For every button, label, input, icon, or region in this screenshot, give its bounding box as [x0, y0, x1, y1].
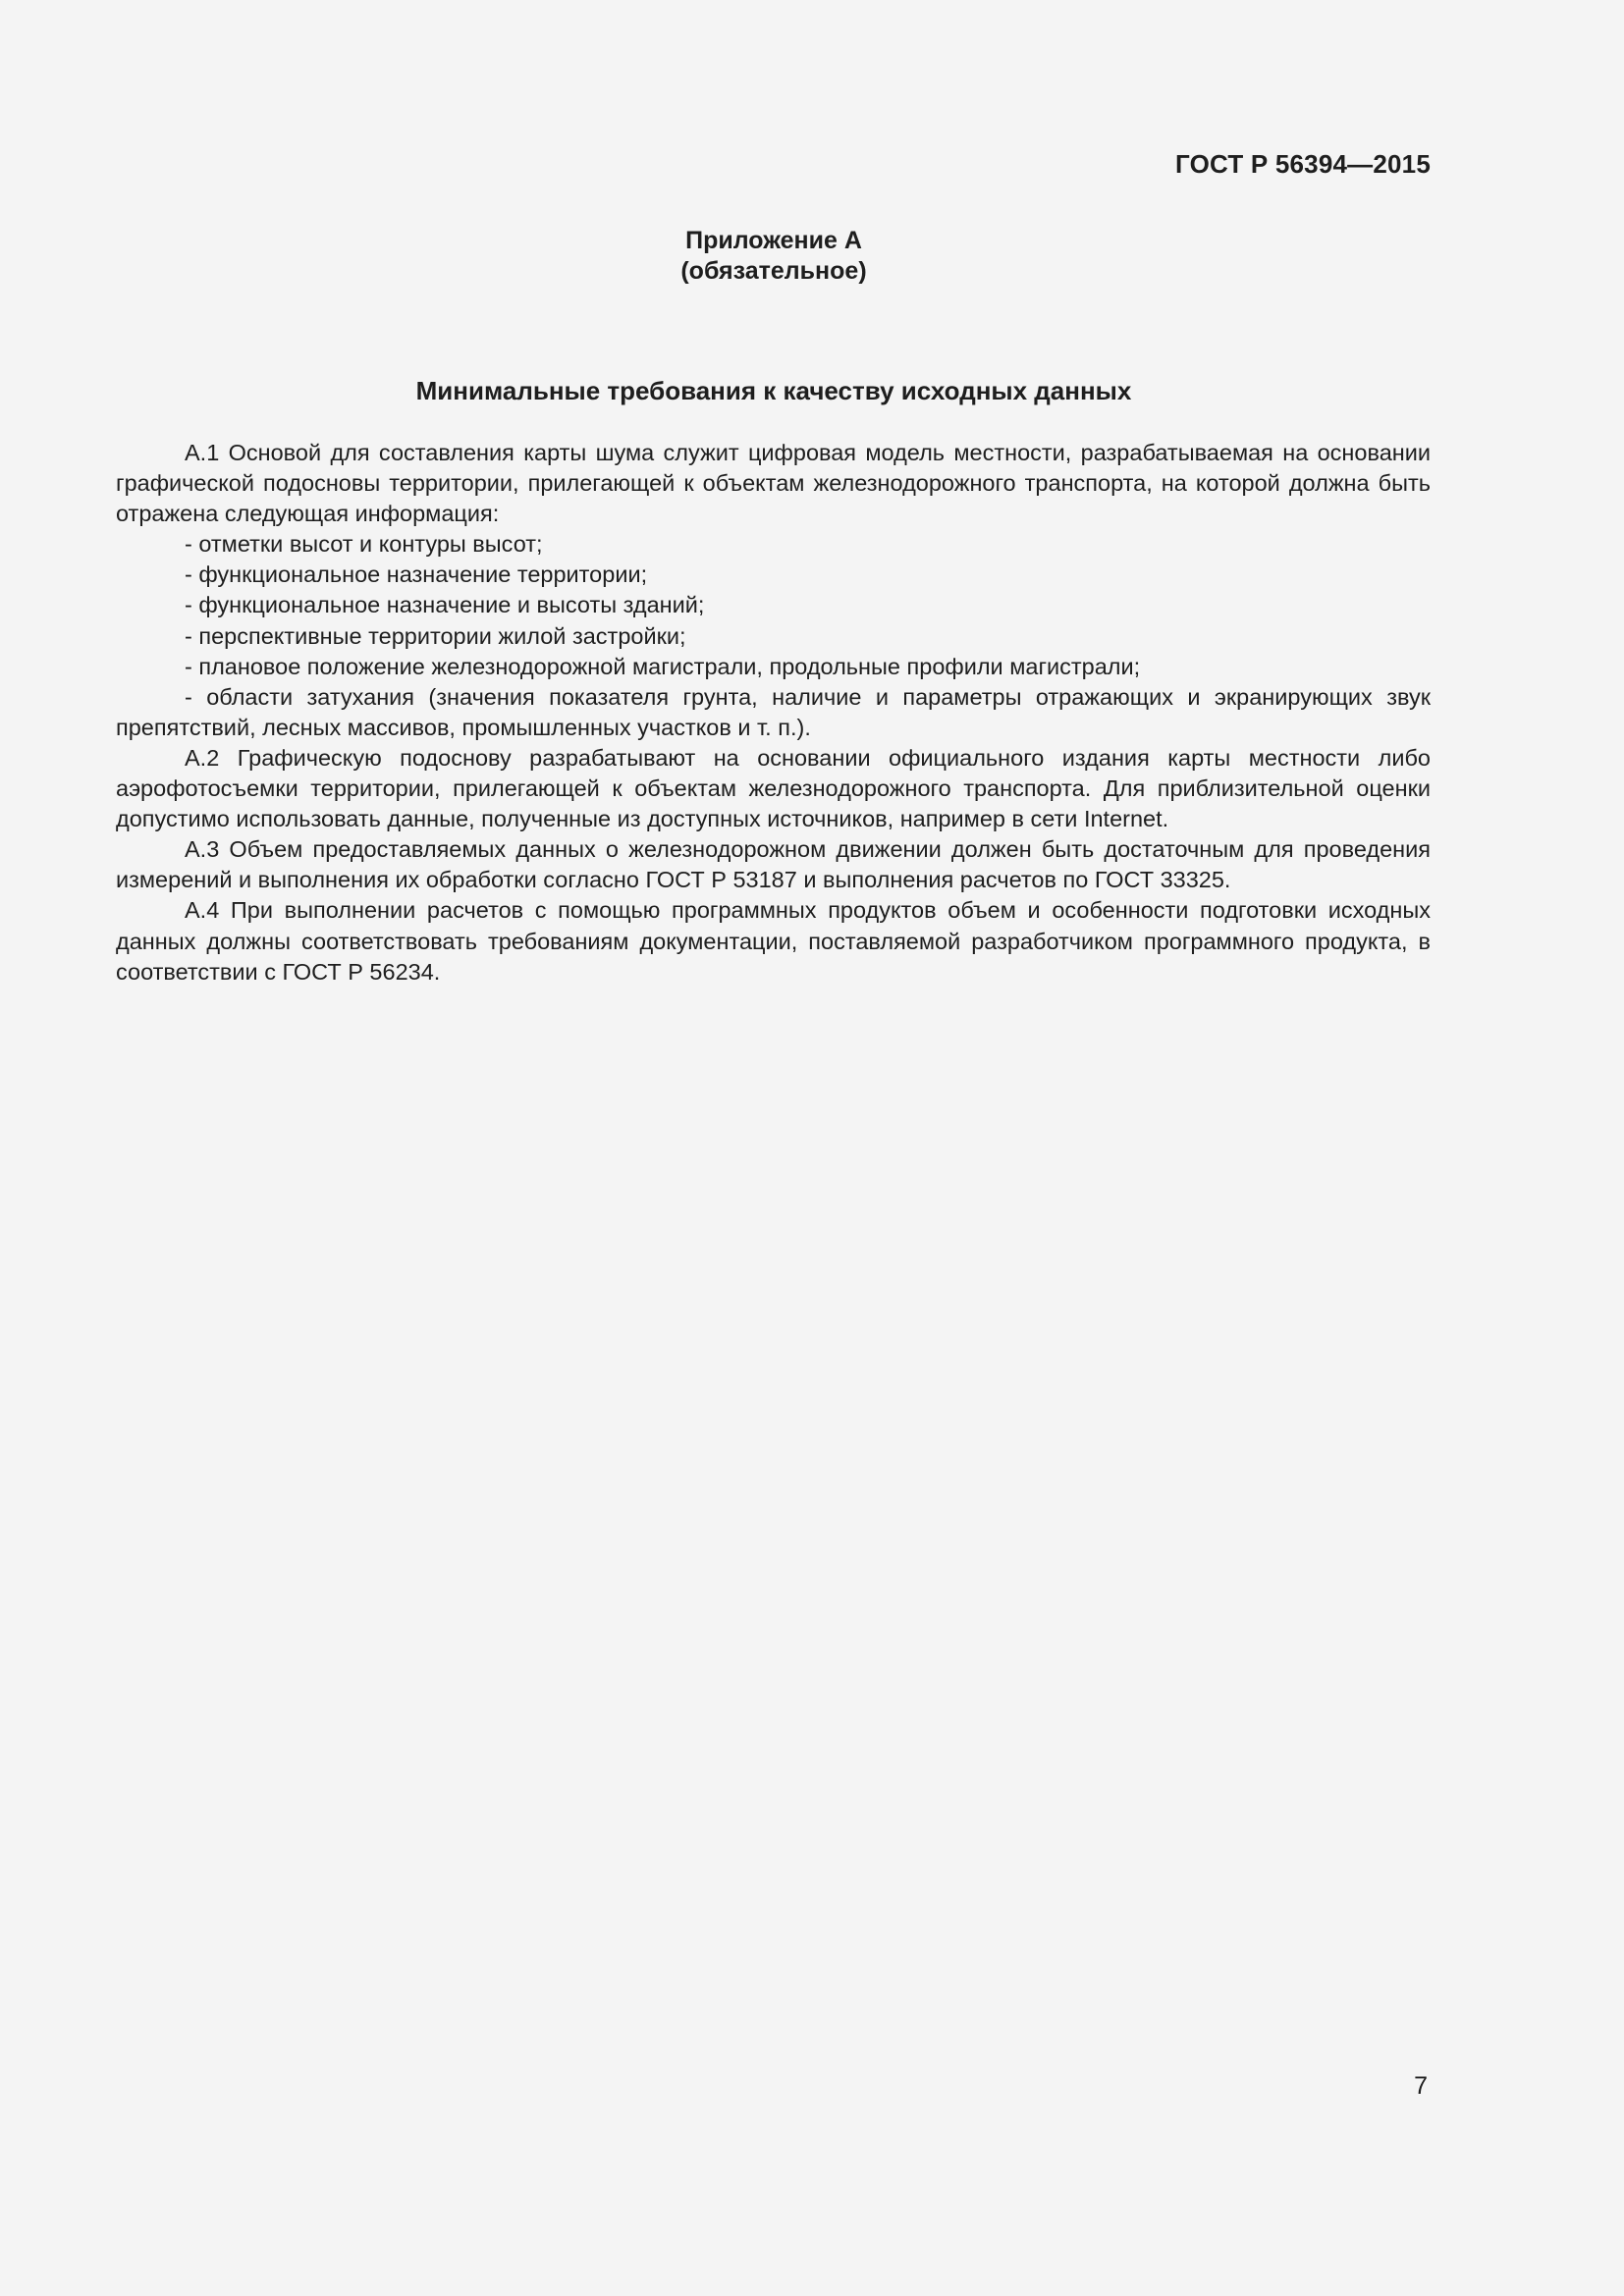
paragraph-a3: А.3 Объем предоставляемых данных о железнодорожном движении должен быть достаточным для проведения измерений и выполнения их обработки согласно ГОСТ Р 53187 и выполнения расчетов по ГОСТ 33325. [116, 836, 1431, 893]
body-text [116, 438, 1431, 988]
paragraph-a4: А.4 При выполнении расчетов с помощью программных продуктов объем и особенности подготовки исходных данных должны соответствовать требованиям документации, поставляемой разработчиком программного продукта, в соответствии с ГОСТ Р 56234. [116, 897, 1431, 985]
paragraph-a2: А.2 Графическую подоснову разрабатывают на основании официального издания карты местности либо аэрофотосъемки территории, прилегающей к объектам железнодорожного транспорта. Для приблизительной оценки допустимо использовать данные, полученные из доступных источников, например в сети Internet. [116, 744, 1431, 832]
list-item: - функциональное назначение территории; [185, 561, 648, 588]
page-number: 7 [1414, 2072, 1428, 2100]
list-item: - функциональное назначение и высоты зданий; [185, 592, 705, 618]
appendix-title: Приложение А [685, 227, 862, 254]
list-item: - перспективные территории жилой застройки; [185, 622, 686, 649]
document-number: ГОСТ Р 56394—2015 [1175, 149, 1431, 179]
appendix-heading [0, 226, 1547, 287]
a1-list [116, 529, 1431, 743]
list-item: - области затухания (значения показателя грунта, наличие и параметры отражающих и экранирующих звук препятствий, лесных массивов, промышленных участков и т. п.). [116, 683, 1431, 740]
list-item: - отметки высот и контуры высот; [185, 531, 543, 558]
paragraph-a1: А.1 Основой для составления карты шума служит цифровая модель местности, разрабатываемая на основании графической подосновы территории, прилегающей к объектам железнодорожного транспорта, на которой должна быть отражена следующая информация: [116, 440, 1431, 527]
appendix-status: (обязательное) [680, 257, 867, 285]
section-title: Минимальные требования к качеству исходных данных [415, 376, 1132, 405]
list-item: - плановое положение железнодорожной магистрали, продольные профили магистрали; [185, 653, 1141, 679]
